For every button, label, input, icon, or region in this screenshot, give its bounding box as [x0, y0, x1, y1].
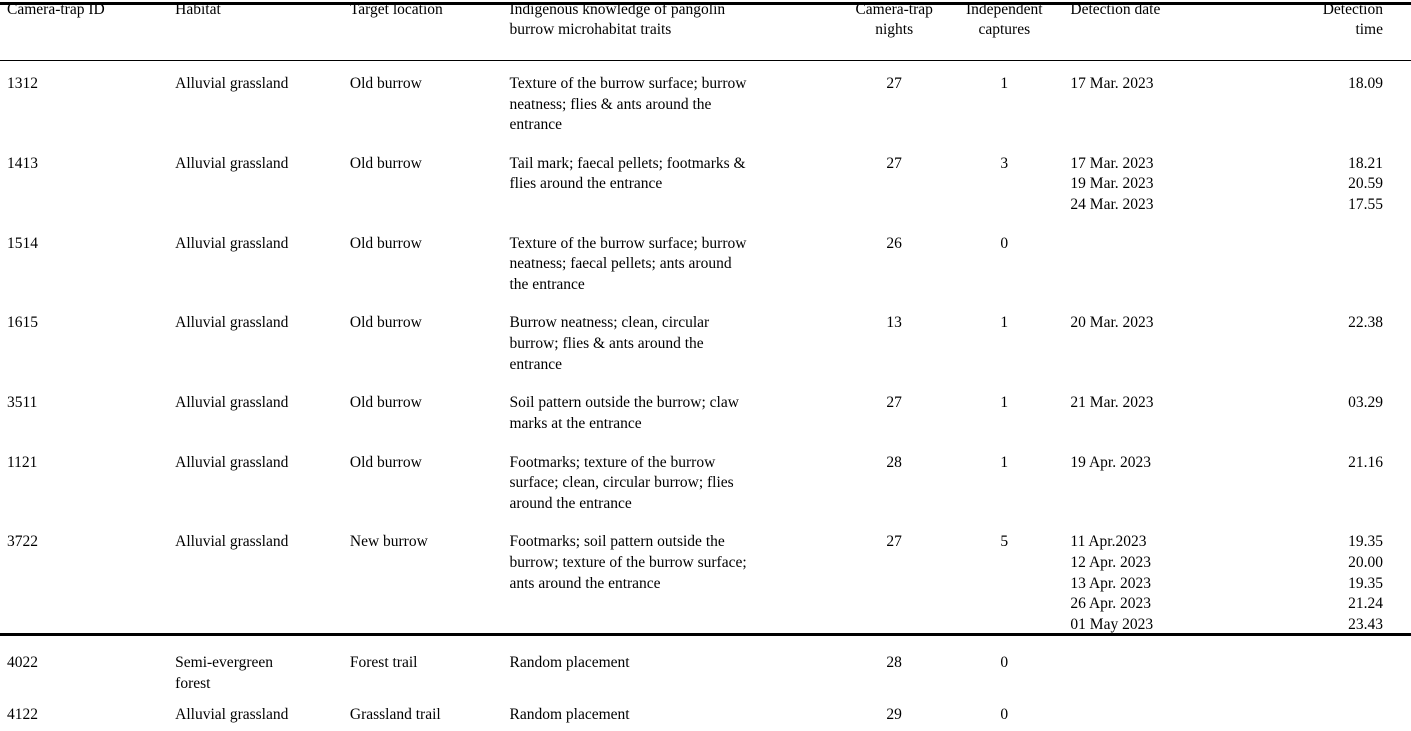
header-text-line: Camera-trap ID	[7, 1, 105, 18]
cell-independent-captures: 0	[1000, 705, 1009, 723]
habitat-text-line: Alluvial grassland	[175, 394, 289, 412]
cell-independent-captures: 1	[1000, 314, 1009, 332]
detection-date-line: 11 Apr.2023	[1070, 533, 1147, 551]
header-text-line: nights	[875, 21, 914, 39]
traits-text-line: Burrow neatness; clean, circular	[509, 314, 710, 332]
cell-camera-trap-id: 4022	[7, 654, 38, 672]
cell-detection-date	[1064, 701, 1242, 731]
cell-detection-date	[1064, 649, 1242, 700]
cell-camera-trap-id: 1615	[7, 314, 38, 332]
detection-time-line: 20.59	[1348, 175, 1383, 193]
cell-independent-captures: 3	[1000, 154, 1009, 172]
cell-habitat	[175, 449, 350, 529]
cell-independent-captures: 1	[1000, 75, 1009, 92]
detection-date-line: 26 Apr. 2023	[1070, 595, 1151, 613]
header-lines-detection-time	[1243, 0, 1383, 40]
habitat-text-line: Alluvial grassland	[175, 705, 289, 723]
traits-text-line: Random placement	[509, 705, 630, 723]
cell-detection-date	[1064, 449, 1242, 529]
detection-date-line: 24 Mar. 2023	[1070, 196, 1154, 214]
cell-traits	[510, 309, 845, 389]
habitat-text-line: Alluvial grassland	[175, 533, 289, 551]
cell-detection-time	[1243, 528, 1411, 649]
table-row	[0, 449, 1411, 529]
cell-target-location: Grassland trail	[349, 705, 441, 723]
cell-target-location: Old burrow	[349, 154, 422, 172]
detection-date-line: 17 Mar. 2023	[1070, 154, 1154, 172]
habitat-text-line: Alluvial grassland	[175, 154, 289, 172]
cell-camera-trap-nights: 28	[886, 654, 902, 672]
cell-traits	[510, 701, 845, 731]
cell-habitat	[175, 309, 350, 389]
traits-text-line: around the entrance	[509, 494, 632, 512]
cell-camera-trap-id: 1514	[7, 234, 38, 252]
detection-date-line: 01 May 2023	[1070, 615, 1154, 633]
cell-camera-trap-nights: 27	[886, 154, 902, 172]
cell-camera-trap-nights: 27	[886, 394, 902, 412]
detection-time-line: 18.21	[1348, 154, 1383, 172]
detection-date-line: 12 Apr. 2023	[1070, 553, 1151, 571]
cell-camera-trap-id: 4122	[7, 705, 38, 723]
detection-time-line: 17.55	[1348, 196, 1383, 214]
column-header-target-location	[350, 0, 510, 60]
habitat-text-line: Alluvial grassland	[175, 234, 289, 252]
cell-habitat	[175, 150, 350, 230]
header-text-line: Detection	[1322, 1, 1383, 18]
table-row	[0, 150, 1411, 230]
table-row	[0, 701, 1411, 731]
table-row	[0, 389, 1411, 448]
cell-target-location: Old burrow	[349, 75, 422, 92]
column-header-camera-trap-nights	[844, 0, 944, 60]
traits-text-line: Tail mark; faecal pellets; footmarks &	[509, 154, 746, 172]
detection-time-line: 23.43	[1348, 615, 1383, 633]
cell-camera-trap-nights: 26	[886, 234, 902, 252]
header-text-line: Independent	[965, 1, 1043, 18]
detection-time-line: 20.00	[1348, 553, 1383, 571]
traits-text-line: Footmarks; texture of the burrow	[509, 453, 716, 471]
header-lines-camera-trap-nights	[844, 0, 944, 40]
header-lines-detection-date	[1070, 0, 1242, 20]
traits-text-line: flies around the entrance	[509, 175, 663, 193]
header-text-line: Indigenous knowledge of pangolin	[509, 1, 726, 18]
cell-independent-captures: 5	[1000, 533, 1009, 551]
cell-habitat	[175, 701, 350, 731]
habitat-text-line: Alluvial grassland	[175, 75, 289, 92]
cell-habitat	[175, 649, 350, 700]
habitat-text-line: Semi-evergreen	[175, 654, 273, 672]
traits-text-line: entrance	[509, 355, 562, 373]
cell-traits	[510, 528, 845, 649]
detection-date-line: 17 Mar. 2023	[1070, 75, 1154, 92]
traits-text-line: neatness; flies & ants around the	[509, 95, 712, 113]
cell-detection-time	[1243, 70, 1411, 150]
cell-target-location: Old burrow	[349, 314, 422, 332]
detection-date-line: 13 Apr. 2023	[1070, 574, 1151, 592]
header-lines-traits	[510, 0, 833, 40]
header-text-line: Habitat	[175, 1, 221, 18]
cell-independent-captures: 0	[1000, 234, 1009, 252]
column-header-traits	[510, 0, 845, 60]
header-lines-habitat	[175, 0, 350, 20]
header-spacer-cell	[0, 60, 1411, 70]
cell-camera-trap-id: 1413	[7, 154, 38, 172]
cell-habitat	[175, 389, 350, 448]
cell-detection-time	[1243, 389, 1411, 448]
traits-text-line: ants around the entrance	[509, 574, 661, 592]
header-text-line: Camera-trap	[855, 1, 933, 18]
header-text-line: time	[1355, 21, 1383, 39]
traits-text-line: surface; clean, circular burrow; flies	[509, 474, 734, 492]
detection-time-line: 19.35	[1348, 574, 1383, 592]
header-lines-independent-captures	[944, 0, 1064, 40]
cell-camera-trap-nights: 27	[886, 533, 902, 551]
cell-traits	[510, 649, 845, 700]
traits-text-line: Texture of the burrow surface; burrow	[509, 234, 747, 252]
cell-habitat	[175, 70, 350, 150]
habitat-text-line: Alluvial grassland	[175, 453, 289, 471]
table-row	[0, 309, 1411, 389]
cell-traits	[510, 70, 845, 150]
detection-date-line: 21 Mar. 2023	[1070, 394, 1154, 412]
header-text-line: Target location	[349, 1, 443, 18]
cell-detection-date	[1064, 230, 1242, 310]
header-text-line: Detection date	[1070, 1, 1161, 18]
traits-text-line: Soil pattern outside the burrow; claw	[509, 394, 739, 412]
cell-habitat	[175, 230, 350, 310]
cell-target-location: Old burrow	[349, 234, 422, 252]
cell-target-location: Old burrow	[349, 453, 422, 471]
traits-text-line: marks at the entrance	[509, 414, 642, 432]
cell-target-location: Old burrow	[349, 394, 422, 412]
table-row	[0, 230, 1411, 310]
table-row	[0, 649, 1411, 700]
cell-camera-trap-id: 3511	[7, 394, 38, 412]
cell-detection-time	[1243, 150, 1411, 230]
header-text-line: captures	[978, 21, 1031, 39]
cell-camera-trap-id: 1312	[7, 75, 38, 92]
cell-detection-date	[1064, 150, 1242, 230]
detection-date-line: 19 Mar. 2023	[1070, 175, 1154, 193]
detection-date-line: 19 Apr. 2023	[1070, 453, 1151, 471]
column-header-habitat	[175, 0, 350, 60]
traits-text-line: burrow; texture of the burrow surface;	[509, 553, 747, 571]
traits-text-line: Texture of the burrow surface; burrow	[509, 75, 747, 92]
header-row	[0, 0, 1411, 60]
cell-target-location: Forest trail	[349, 654, 418, 672]
traits-text-line: Footmarks; soil pattern outside the	[509, 533, 725, 551]
cell-camera-trap-id: 1121	[7, 453, 38, 471]
traits-text-line: entrance	[509, 116, 562, 134]
column-header-camera-trap-id	[0, 0, 175, 60]
cell-independent-captures: 1	[1000, 394, 1009, 412]
cell-detection-date	[1064, 528, 1242, 649]
cell-detection-date	[1064, 70, 1242, 150]
habitat-text-line: forest	[175, 675, 211, 693]
header-text-line: burrow microhabitat traits	[509, 21, 672, 39]
detection-time-line: 22.38	[1348, 314, 1383, 332]
column-header-detection-time	[1243, 0, 1411, 60]
table-row	[0, 70, 1411, 150]
traits-text-line: Random placement	[509, 654, 630, 672]
cell-independent-captures: 1	[1000, 453, 1009, 471]
table-row	[0, 528, 1411, 649]
cell-detection-date	[1064, 309, 1242, 389]
header-spacer-row	[0, 60, 1411, 70]
cell-traits	[510, 150, 845, 230]
column-header-independent-captures	[944, 0, 1064, 60]
habitat-text-line: Alluvial grassland	[175, 314, 289, 332]
cell-detection-time	[1243, 649, 1411, 700]
cell-detection-time	[1243, 309, 1411, 389]
header-lines-camera-trap-id	[7, 0, 175, 20]
column-header-detection-date	[1064, 0, 1242, 60]
traits-text-line: burrow; flies & ants around the	[509, 335, 704, 353]
cell-traits	[510, 449, 845, 529]
cell-camera-trap-id: 3722	[7, 533, 38, 551]
header-lines-target-location	[350, 0, 510, 20]
detection-date-line: 20 Mar. 2023	[1070, 314, 1154, 332]
cell-camera-trap-nights: 13	[886, 314, 902, 332]
cell-detection-time	[1243, 701, 1411, 731]
detection-time-line: 19.35	[1348, 533, 1383, 551]
cell-traits	[510, 389, 845, 448]
detection-time-line: 18.09	[1348, 75, 1383, 92]
table-header	[0, 0, 1411, 60]
cell-habitat	[175, 528, 350, 649]
detection-time-line: 03.29	[1348, 394, 1383, 412]
cell-detection-time	[1243, 449, 1411, 529]
cell-target-location: New burrow	[349, 533, 428, 551]
cell-independent-captures: 0	[1000, 654, 1009, 672]
table-body	[0, 60, 1411, 731]
cell-camera-trap-nights: 27	[886, 75, 902, 92]
cell-detection-date	[1064, 389, 1242, 448]
cell-traits	[510, 230, 845, 310]
cell-camera-trap-nights: 29	[886, 705, 902, 723]
detection-time-line: 21.24	[1348, 595, 1383, 613]
detection-time-line: 21.16	[1348, 453, 1383, 471]
cell-detection-time	[1243, 230, 1411, 310]
cell-camera-trap-nights: 28	[886, 453, 902, 471]
traits-text-line: neatness; faecal pellets; ants around	[509, 255, 732, 273]
traits-text-line: the entrance	[509, 275, 585, 293]
